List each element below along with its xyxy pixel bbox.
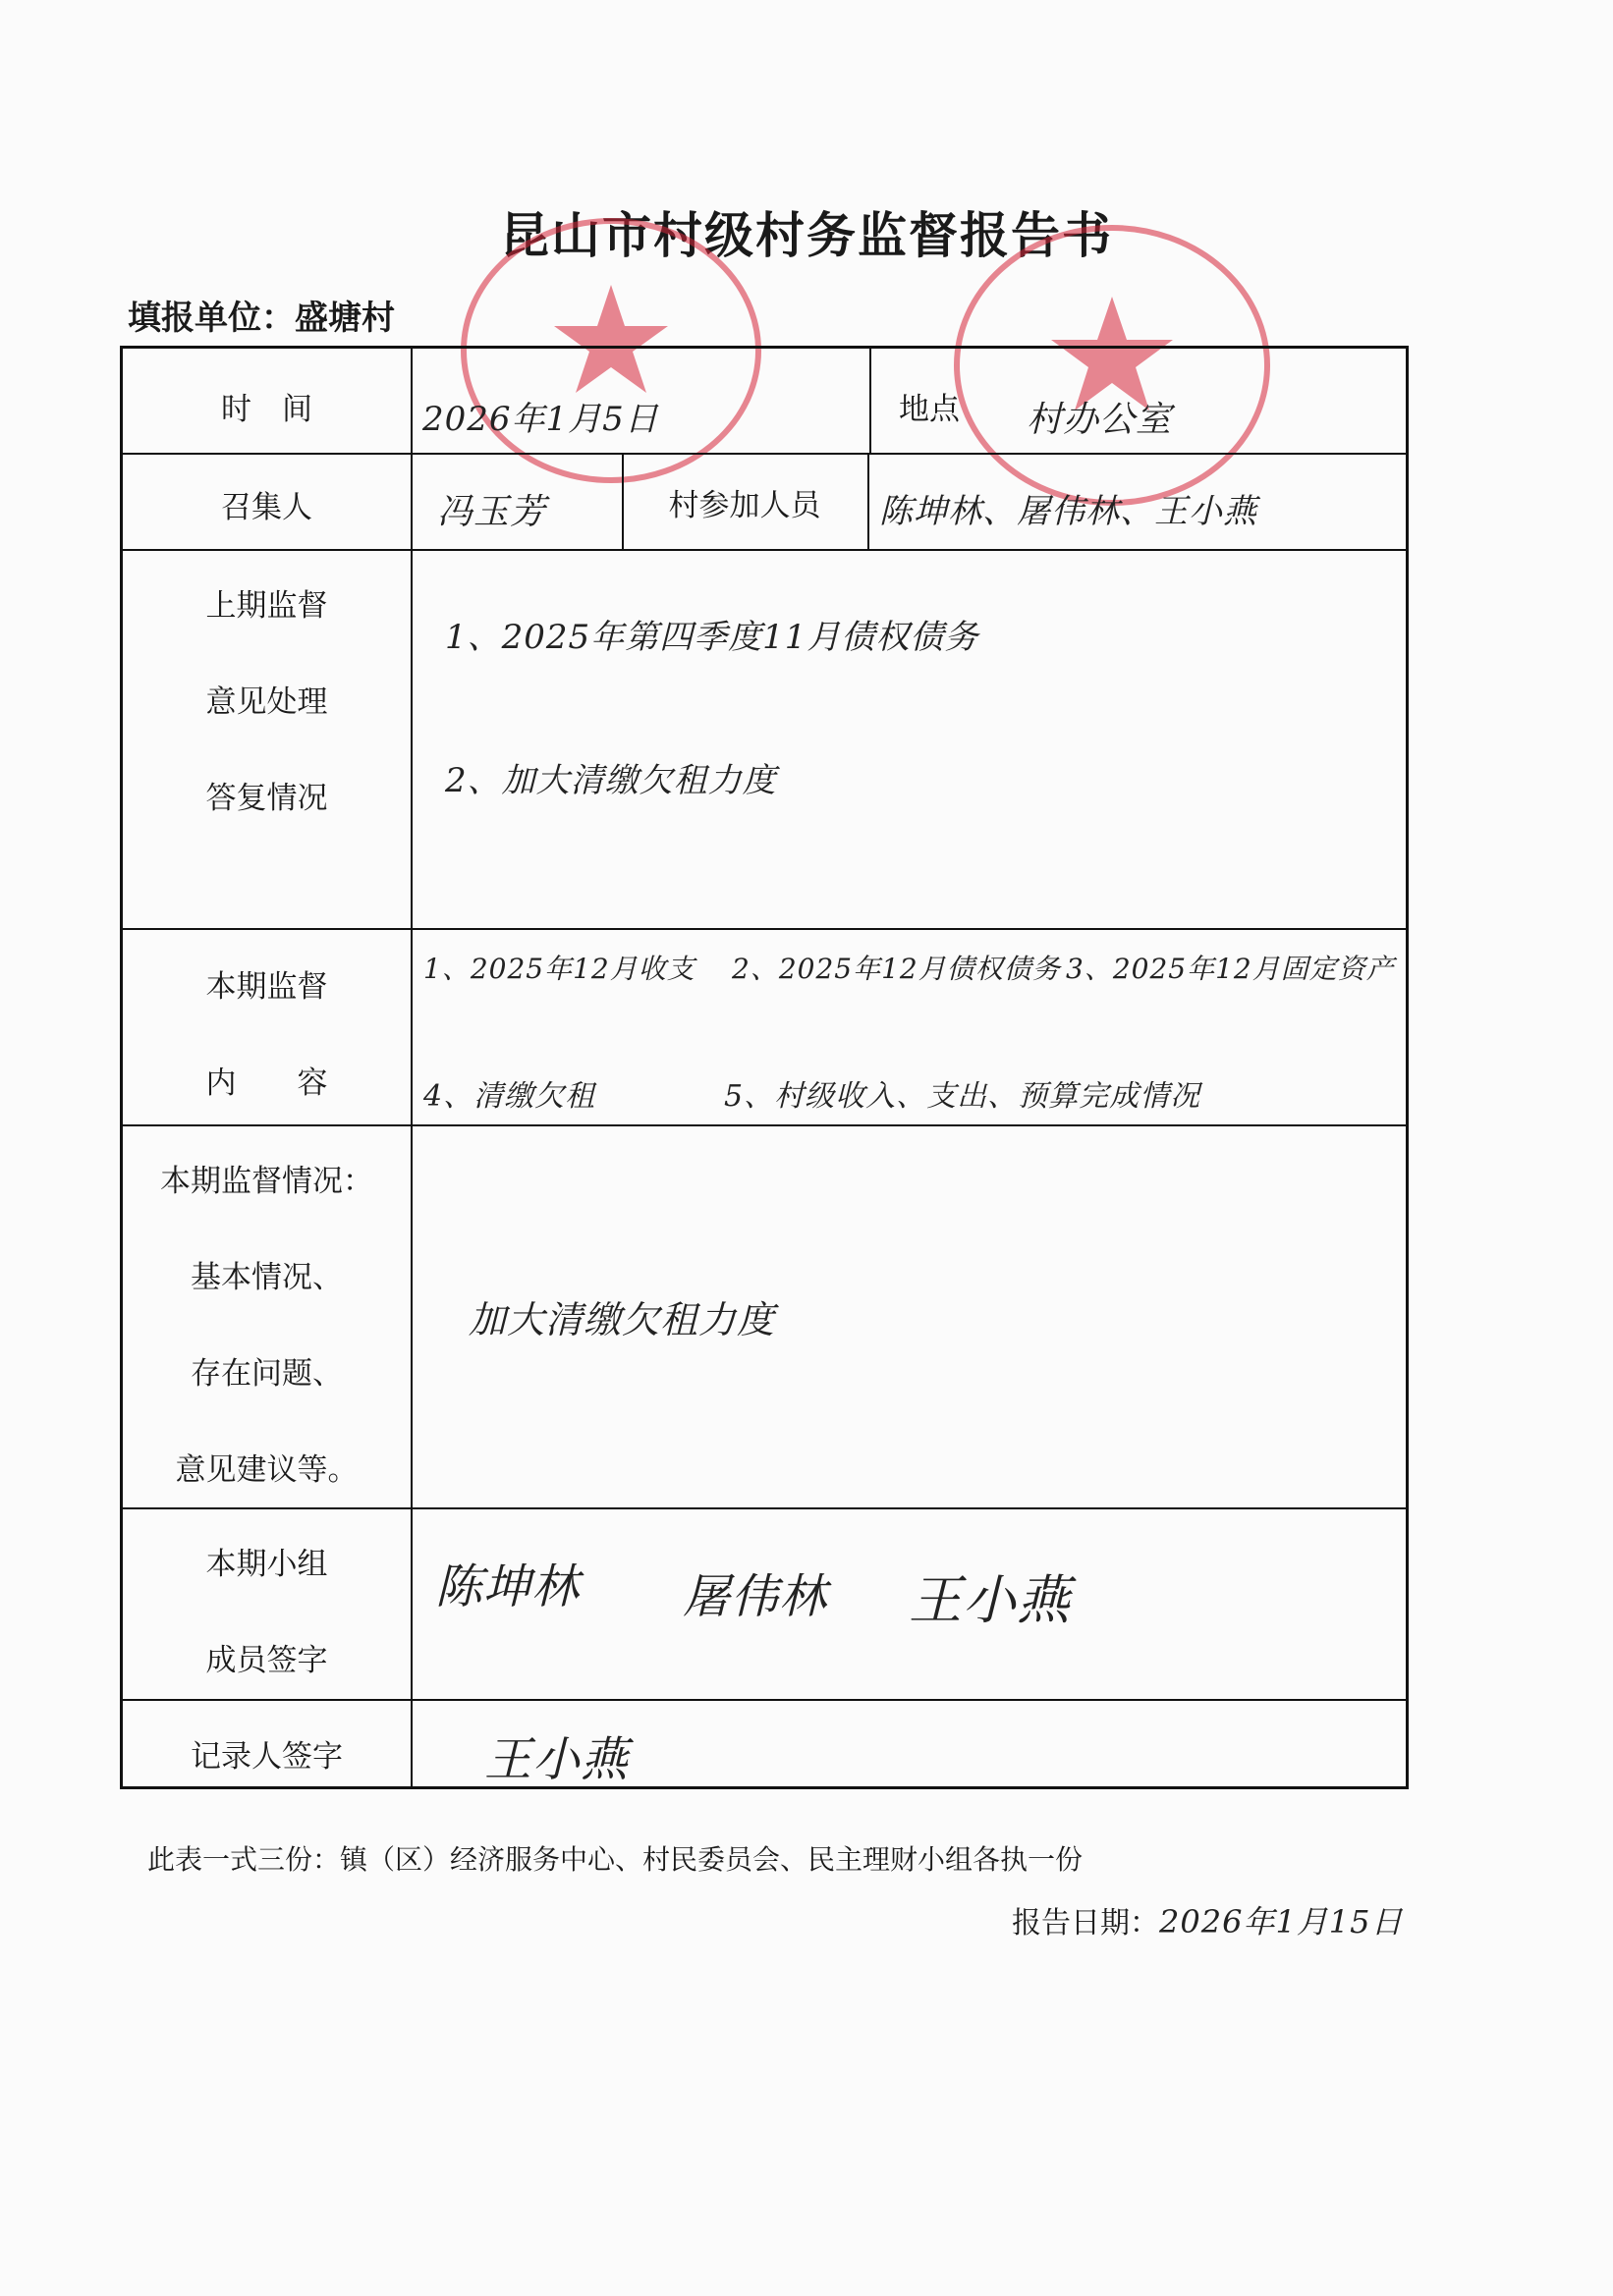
curr-item-5: 5、村级收入、支出、预算完成情况 [724, 1079, 1201, 1114]
place-label: 地点 [899, 392, 960, 427]
time-label: 时 间 [221, 392, 312, 427]
participants-value: 陈坤林、屠伟林、王小燕 [879, 492, 1257, 531]
place-value: 村办公室 [1027, 400, 1173, 440]
curr-item-1: 1、2025年12月收支 [423, 953, 695, 985]
member-signature-1: 陈坤林 [435, 1559, 581, 1614]
curr-label-1: 本期监督 [205, 969, 328, 1005]
document-title: 昆山市村级村务监督报告书 [500, 206, 1113, 264]
prev-item-2: 2、加大清缴欠租力度 [445, 761, 777, 800]
report-date-label: 报告日期： [1012, 1906, 1159, 1941]
member-signature-3: 王小燕 [909, 1569, 1071, 1631]
copies-note: 此表一式三份：镇（区）经济服务中心、村民委员会、民主理财小组各执一份 [147, 1843, 1084, 1876]
situation-label-1: 本期监督情况： [160, 1164, 373, 1199]
recorder-signature: 王小燕 [484, 1732, 630, 1787]
member-signature-2: 屠伟林 [683, 1569, 828, 1624]
situation-label-4: 意见建议等。 [175, 1452, 359, 1488]
participants-label: 村参加人员 [668, 488, 821, 523]
curr-item-4: 4、清缴欠租 [423, 1079, 596, 1114]
prev-label-3: 答复情况 [205, 781, 328, 816]
prev-item-1: 1、2025年第四季度11月债权债务 [445, 618, 979, 657]
convener-label: 召集人 [221, 490, 312, 525]
situation-text: 加大清缴欠租力度 [469, 1298, 776, 1341]
curr-item-2: 2、2025年12月债权债务 [732, 953, 1061, 985]
situation-label-3: 存在问题、 [191, 1356, 343, 1392]
report-date-value: 2026年1月15日 [1159, 1903, 1404, 1941]
report-form [120, 346, 1409, 1789]
time-value: 2026年1月5日 [422, 400, 659, 439]
sign-label-1: 本期小组 [205, 1547, 328, 1582]
prev-label-1: 上期监督 [205, 588, 328, 624]
curr-label-2: 内 容 [205, 1066, 328, 1101]
filling-unit-value: 盛塘村 [295, 299, 395, 338]
sign-label-2: 成员签字 [205, 1643, 328, 1678]
prev-label-2: 意见处理 [205, 684, 328, 720]
situation-label-2: 基本情况、 [191, 1260, 343, 1295]
recorder-label: 记录人签字 [191, 1739, 343, 1775]
report-date [1012, 1897, 1404, 1942]
filling-unit-label: 填报单位： [128, 299, 295, 338]
filling-unit [128, 291, 395, 339]
curr-item-3: 3、2025年12月固定资产 [1066, 953, 1395, 985]
convener-value: 冯玉芳 [437, 492, 547, 532]
